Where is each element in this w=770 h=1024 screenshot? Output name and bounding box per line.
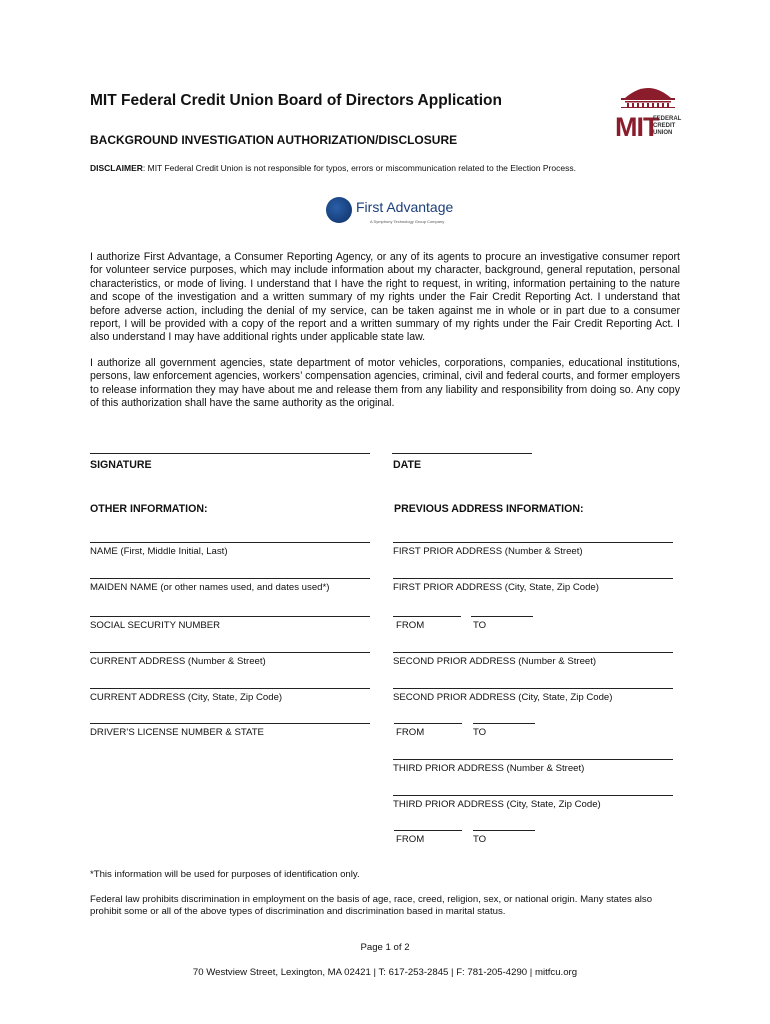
first-prior-to-label: TO <box>473 620 487 631</box>
mit-logo-line: UNION <box>653 130 673 136</box>
date-line[interactable] <box>392 453 532 454</box>
form-subtitle: BACKGROUND INVESTIGATION AUTHORIZATION/DISCLOSURE <box>90 133 458 147</box>
third-prior-to-line[interactable] <box>473 830 535 831</box>
disclaimer-label: DISCLAIMER <box>90 163 143 173</box>
signature-line[interactable] <box>90 453 370 454</box>
mit-fcu-logo <box>613 82 688 148</box>
first-prior-city-label: FIRST PRIOR ADDRESS (City, State, Zip Code) <box>393 582 599 593</box>
first-prior-from-label: FROM <box>396 620 425 631</box>
page-number: Page 1 of 2 <box>360 942 410 953</box>
second-prior-to-line[interactable] <box>473 723 535 724</box>
signature-label: SIGNATURE <box>90 459 152 471</box>
name-field-line[interactable] <box>90 542 370 543</box>
contact-info: 70 Westview Street, Lexington, MA 02421 | T: 617-253-2845 | F: 781-205-4290 | mitfcu.org <box>192 967 578 978</box>
first-advantage-name: First Advantage <box>356 199 454 215</box>
previous-address-heading: PREVIOUS ADDRESS INFORMATION: <box>394 503 584 515</box>
drivers-license-field-line[interactable] <box>90 723 370 724</box>
maiden-name-field-line[interactable] <box>90 578 370 579</box>
other-information-heading: OTHER INFORMATION: <box>90 503 208 515</box>
third-prior-city-line[interactable] <box>393 795 673 796</box>
third-prior-to-label: TO <box>473 834 487 845</box>
current-city-field-line[interactable] <box>90 688 370 689</box>
first-prior-city-line[interactable] <box>393 578 673 579</box>
first-advantage-logo <box>326 195 461 229</box>
first-prior-street-line[interactable] <box>393 542 673 543</box>
first-prior-to-line[interactable] <box>471 616 533 617</box>
mit-logo-line: CREDIT <box>653 123 676 129</box>
date-label: DATE <box>393 459 422 471</box>
globe-icon <box>326 197 352 223</box>
second-prior-city-line[interactable] <box>393 688 673 689</box>
identification-note: *This information will be used for purposes of identification only. <box>90 869 360 880</box>
third-prior-from-label: FROM <box>396 834 425 845</box>
third-prior-from-line[interactable] <box>394 830 462 831</box>
page-title: MIT Federal Credit Union Board of Directors Application <box>90 92 502 109</box>
first-advantage-tagline: A Symphony Technology Group Company <box>370 219 445 224</box>
first-prior-from-line[interactable] <box>393 616 461 617</box>
drivers-license-field-label: DRIVER’S LICENSE NUMBER & STATE <box>90 727 264 738</box>
disclaimer-text: : MIT Federal Credit Union is not responsible for typos, errors or miscommunication related to the Election Process. <box>142 163 576 173</box>
second-prior-from-line[interactable] <box>394 723 462 724</box>
second-prior-city-label: SECOND PRIOR ADDRESS (City, State, Zip Code) <box>393 692 613 703</box>
ssn-field-line[interactable] <box>90 616 370 617</box>
mit-logo-subtext <box>653 116 681 137</box>
second-prior-from-label: FROM <box>396 727 425 738</box>
second-prior-to-label: TO <box>473 727 487 738</box>
disclaimer <box>90 163 576 173</box>
dome-icon <box>617 82 679 108</box>
current-street-field-label: CURRENT ADDRESS (Number & Street) <box>90 656 266 667</box>
mit-wordmark: MIT <box>615 112 659 142</box>
third-prior-street-line[interactable] <box>393 759 673 760</box>
mit-logo-line: FEDERAL <box>653 116 682 122</box>
discrimination-notice: Federal law prohibits discrimination in employment on the basis of age, race, creed, religion, sex, or national origin. Many states also prohibit some or all of the above types of discrimination and discrimination based in marital status. <box>90 894 653 917</box>
third-prior-city-label: THIRD PRIOR ADDRESS (City, State, Zip Code) <box>393 799 601 810</box>
authorization-paragraph-2: I authorize all government agencies, state department of motor vehicles, corporations, companies, educational institutions, persons, law enforcement agencies, workers’ compensation agencies, criminal, civil and federal courts, and former employers to release information they may have about me and release them from any liability and responsibility from doing so. Any copy of this authorization shall have the same authority as the original. <box>90 357 680 410</box>
maiden-name-field-label: MAIDEN NAME (or other names used, and dates used*) <box>90 582 330 593</box>
second-prior-street-line[interactable] <box>393 652 673 653</box>
second-prior-street-label: SECOND PRIOR ADDRESS (Number & Street) <box>393 656 597 667</box>
first-prior-street-label: FIRST PRIOR ADDRESS (Number & Street) <box>393 546 583 557</box>
ssn-field-label: SOCIAL SECURITY NUMBER <box>90 620 221 631</box>
name-field-label: NAME (First, Middle Initial, Last) <box>90 546 228 557</box>
current-city-field-label: CURRENT ADDRESS (City, State, Zip Code) <box>90 692 283 703</box>
current-street-field-line[interactable] <box>90 652 370 653</box>
authorization-paragraph-1: I authorize First Advantage, a Consumer Reporting Agency, or any of its agents to procure an investigative consumer report for volunteer service purposes, which may include information about my character, background, general reputation, personal characteristics, or mode of living. I understand that I have the right to request, in writing, information pertaining to the nature and scope of the investigation and a written summary of my rights under the Fair Credit Reporting Act. I understand that before adverse action, including the denial of my service, can be taken against me in whole or in part due to a consumer report, I will be provided with a copy of the report and a written summary of my rights under the Fair Credit Reporting Act. I also understand I may have additional rights under applicable state law. <box>90 251 680 344</box>
third-prior-street-label: THIRD PRIOR ADDRESS (Number & Street) <box>393 763 585 774</box>
